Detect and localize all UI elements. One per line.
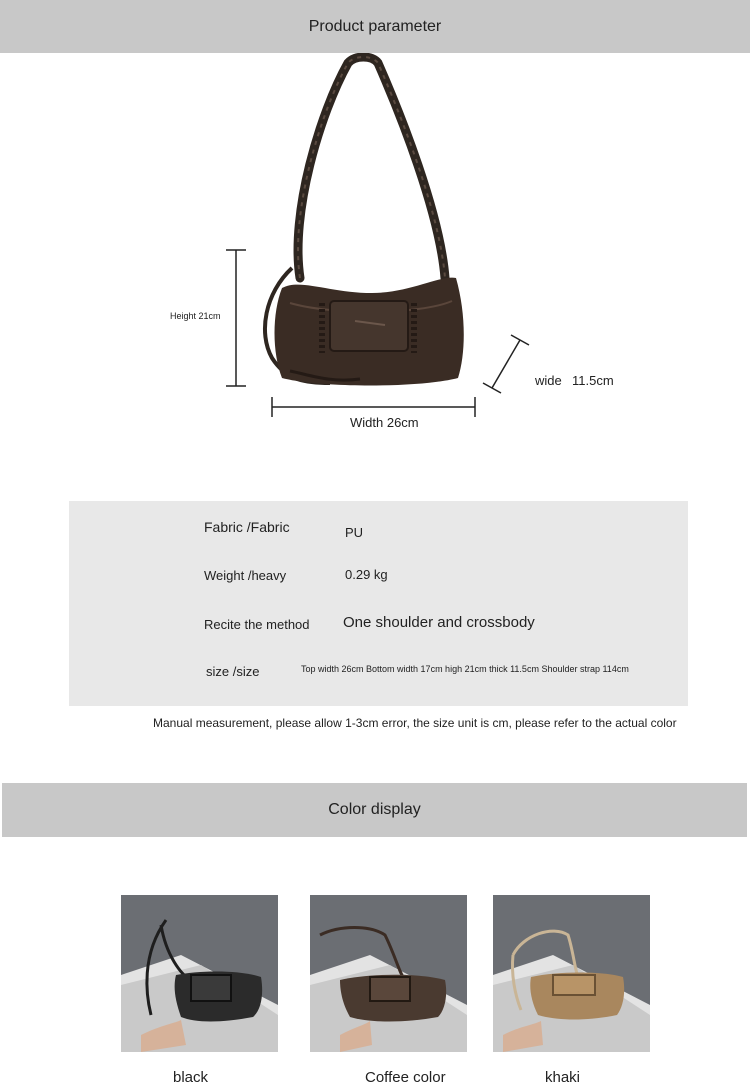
product-parameter-title: Product parameter <box>308 17 442 35</box>
color-label-coffee: Coffee color <box>365 1069 446 1086</box>
khaki-bag-image <box>493 895 650 1052</box>
depth-value: 11.5cm <box>572 373 614 388</box>
fabric-label: Fabric /Fabric <box>204 519 290 535</box>
color-thumbnail-coffee[interactable] <box>310 895 467 1052</box>
depth-dimension <box>483 335 529 393</box>
bag-flap <box>330 301 408 351</box>
weight-value: 0.29 kg <box>345 567 388 582</box>
size-label: size /size <box>206 664 260 679</box>
color-display-banner <box>2 783 747 837</box>
black-bag-image <box>121 895 278 1052</box>
width-dimension <box>272 397 475 417</box>
size-value: Top width 26cm Bottom width 17cm high 21cm thick 11.5cm Shoulder strap 114cm <box>301 664 629 674</box>
method-value: One shoulder and crossbody <box>343 614 535 631</box>
product-parameter-banner <box>0 0 750 53</box>
height-dimension <box>226 250 246 386</box>
height-label: Height 21cm <box>170 311 221 321</box>
measurement-note: Manual measurement, please allow 1-3cm error, the size unit is cm, please refer to the actual color <box>153 716 677 730</box>
color-thumbnail-black[interactable] <box>121 895 278 1052</box>
fabric-value: PU <box>345 525 364 540</box>
color-thumbnail-khaki[interactable] <box>493 895 650 1052</box>
depth-label: wide <box>535 373 562 388</box>
color-label-khaki: khaki <box>545 1069 581 1086</box>
bag-strap <box>298 57 445 278</box>
coffee-bag-image <box>310 895 467 1052</box>
width-label: Width 26cm <box>350 415 419 430</box>
method-label: Recite the method <box>204 617 310 632</box>
parameter-table <box>69 501 688 706</box>
color-label-black: black <box>173 1069 209 1086</box>
weight-label: Weight /heavy <box>204 568 287 583</box>
color-display-title: Color display <box>328 801 421 818</box>
